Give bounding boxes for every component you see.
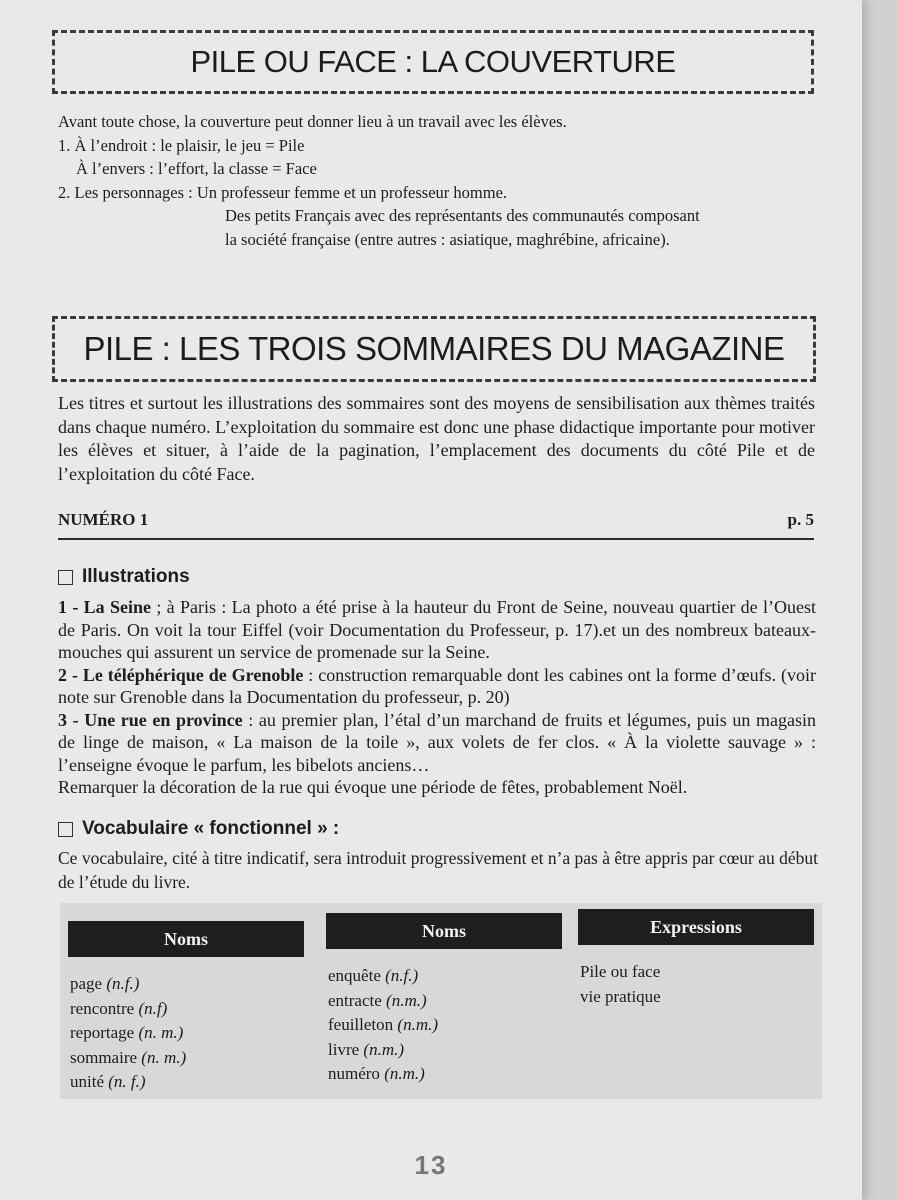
heading-text: Illustrations <box>82 566 190 587</box>
intro-line: À l’envers : l’effort, la classe = Face <box>76 159 317 178</box>
section-title: PILE OU FACE : LA COUVERTURE <box>190 44 676 79</box>
vocab-column-noms-2 <box>318 903 570 1099</box>
word-list <box>60 957 312 1095</box>
intro-line: Des petits Français avec des représentants des communautés composant <box>225 206 700 225</box>
vocabulary-paragraph: Ce vocabulaire, cité à titre indicatif, sera introduit progressivement et n’a pas à être appris par cœur au début de l’étude du livre. <box>58 848 818 892</box>
item-title: 2 - Le téléphérique de Grenoble <box>58 664 304 685</box>
checkbox-square-icon <box>58 822 73 837</box>
word-item: entracte (n.m.) <box>328 990 427 1010</box>
illustration-item <box>58 709 816 777</box>
intro-block <box>58 110 818 251</box>
item-text: : au premier plan, l’étal d’un marchand de fruits et légumes, puis un magasin de linge de maison, « La maison de la toile », aux volets de fer clos. « À la violette sauvage » : l’enseigne évoque le parfum, les bibelots anciens… <box>58 709 816 775</box>
item-title: 3 - Une rue en province <box>58 709 243 730</box>
intro-line: 1. À l’endroit : le plaisir, le jeu = Pile <box>58 135 305 155</box>
column-header: Noms <box>326 913 562 949</box>
word-item: reportage (n. m.) <box>70 1023 184 1042</box>
word-item: sommaire (n. m.) <box>70 1047 187 1067</box>
word-item: page (n.f.) <box>70 974 140 993</box>
word-item: feuilleton (n.m.) <box>328 1015 439 1034</box>
word-list <box>570 945 822 1009</box>
page-number: 13 <box>414 1150 448 1180</box>
illustration-item <box>58 596 816 664</box>
checkbox-square-icon <box>58 570 73 585</box>
illustrations-text <box>58 596 816 799</box>
word-item: livre (n.m.) <box>328 1039 405 1059</box>
intro-line: Avant toute chose, la couverture peut donner lieu à un travail avec les élèves. <box>58 112 567 131</box>
item-text: : construction remarquable dont les cabines ont la forme d’œufs. (voir note sur Grenoble dans la Documentation du professeur, p. 20) <box>58 664 816 707</box>
numero-label: NUMÉRO 1 <box>58 510 149 529</box>
word-list <box>318 949 570 1087</box>
illustration-item <box>58 664 816 709</box>
column-header: Noms <box>68 921 304 957</box>
word-item: numéro (n.m.) <box>328 1064 425 1083</box>
numero-header <box>58 510 814 540</box>
item-title: 1 - La Seine <box>58 597 152 617</box>
word-item: Pile ou face <box>580 962 661 981</box>
illustrations-heading <box>58 566 190 588</box>
vocab-column-expressions <box>570 903 822 1099</box>
intro-line: la société française (entre autres : asiatique, maghrébine, africaine). <box>225 229 670 249</box>
vocab-column-noms-1 <box>60 903 312 1099</box>
word-item: rencontre (n.f) <box>70 998 168 1018</box>
word-item: unité (n. f.) <box>70 1072 146 1091</box>
numero-page: p. 5 <box>787 510 814 529</box>
word-item: vie pratique <box>580 986 661 1006</box>
vocabulary-heading <box>58 818 339 840</box>
section-title: PILE : LES TROIS SOMMAIRES DU MAGAZINE <box>83 330 785 367</box>
sommaires-paragraph: Les titres et surtout les illustrations des sommaires sont des moyens de sensibilisation aux thèmes traités dans chaque numéro. L’exploitation du sommaire est donc une phase didactique importante pour motiver les élèves et situer, à l’aide de la pagination, l’emplacement des documents du côté Pile et de l’exploitation du côté Face. <box>58 393 815 484</box>
column-header: Expressions <box>578 909 814 945</box>
section-title-box-sommaires <box>52 316 816 382</box>
vocabulary-table <box>60 903 822 1099</box>
item-text: ; à Paris : La photo a été prise à la hauteur du Front de Seine, nouveau quartier de l’Ouest de Paris. On voit la tour Eiffel (voir Documentation du Professeur, p. 17).et un des nombreux bateaux-mouches qui assurent un service de promenade sur la Seine. <box>58 597 816 662</box>
heading-text: Vocabulaire « fonctionnel » : <box>82 818 340 839</box>
section-title-box-couverture <box>52 30 814 94</box>
illustration-item: Remarquer la décoration de la rue qui évoque une période de fêtes, probablement Noël. <box>58 777 688 797</box>
intro-line: 2. Les personnages : Un professeur femme et un professeur homme. <box>58 182 508 202</box>
word-item: enquête (n.f.) <box>328 966 419 985</box>
